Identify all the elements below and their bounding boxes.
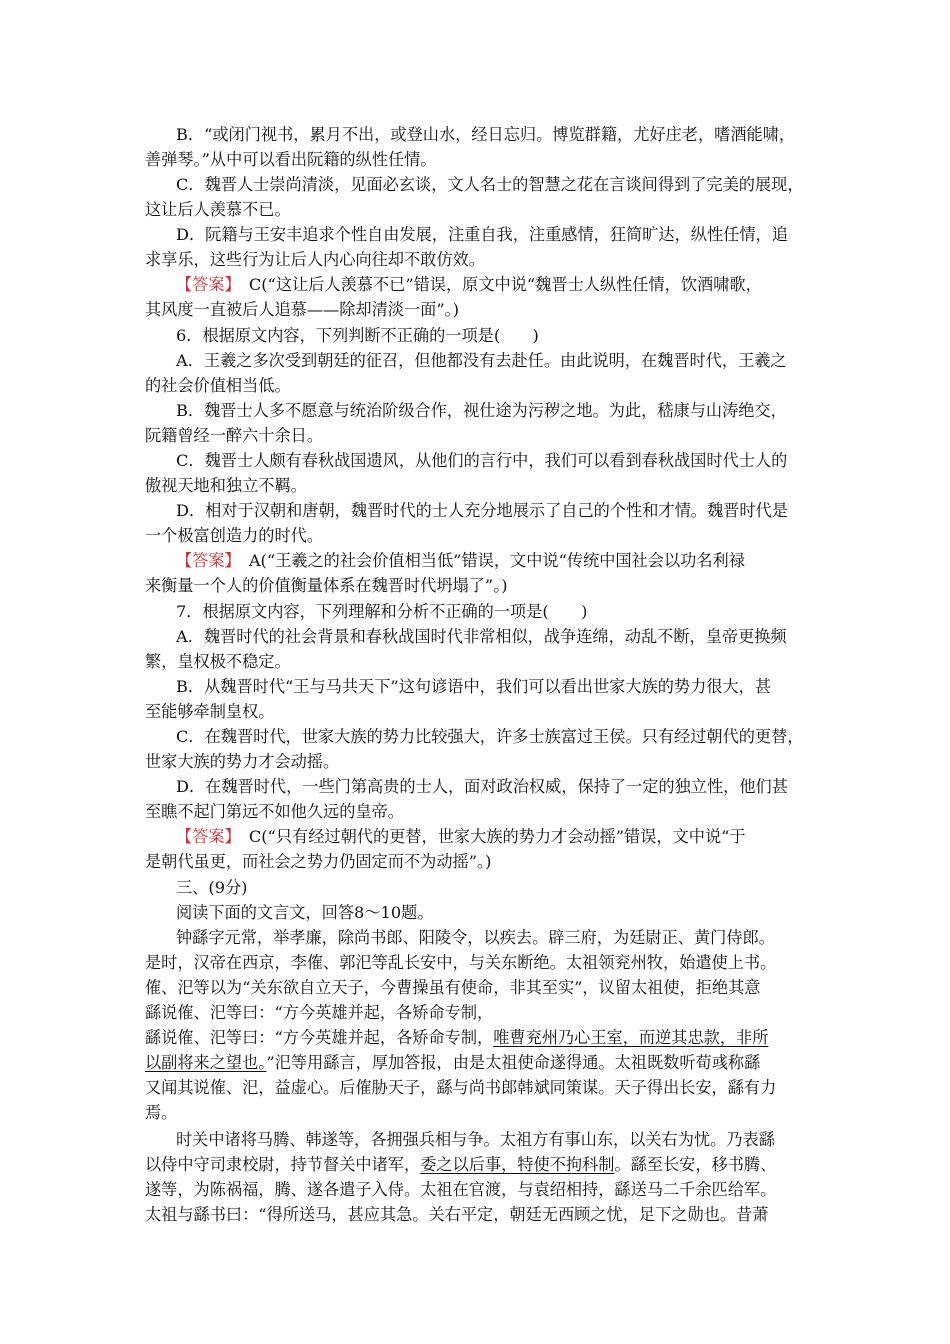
underlined-sentence: 委之以后事，特使不拘科制 xyxy=(420,1155,615,1174)
passage-line-1: 钟繇字元常，举孝廉，除尚书郎、阳陵令，以疾去。辟三府，为廷尉正、黄门侍郎。 xyxy=(176,928,775,947)
answer-tag: 【答案】 xyxy=(176,827,233,846)
question-7: 7．根据原文内容，下列理解和分析不正确的一项是( ) xyxy=(176,602,588,621)
section-heading: 三、(9分) xyxy=(176,878,248,897)
option-7a-line1: A．魏晋时代的社会背景和春秋战国时代非常相似，战争连绵，动乱不断，皇帝更换频 xyxy=(176,627,787,646)
answer-7-line2: 是朝代虽更，而社会之势力仍固定而不为动摇”。) xyxy=(145,852,492,871)
option-7b-line1: B．从魏晋时代“王与马共天下”这句谚语中，我们可以看出世家大族的势力很大，甚 xyxy=(176,677,772,696)
passage-line-3: 傕、汜等以为“关东欲自立天子，今曹操虽有使命，非其至实”，议留太祖使，拒绝其意 xyxy=(145,978,761,997)
answer-6-line2: 来衡量一个人的价值衡量体系在魏晋时代坍塌了”。) xyxy=(145,576,508,595)
answer-5-line2: 其风度一直被后人追慕——除却清淡一面”。) xyxy=(145,300,460,319)
option-6c-line1: C．魏晋士人颇有春秋战国遗风，从他们的言行中，我们可以看到春秋战国时代士人的 xyxy=(176,451,788,470)
passage-line-7: 又闻其说傕、汜，益虚心。后傕胁天子，繇与尚书郎韩斌同策谋。天子得出长安，繇有力 xyxy=(145,1078,777,1097)
passage-line-2: 是时，汉帝在西京，李傕、郭汜等乱长安中，与关东断绝。太祖领兖州牧，始遣使上书。 xyxy=(145,953,777,972)
underlined-sentence: 以副将来之望也。 xyxy=(145,1053,267,1072)
option-6b-line2: 阮籍曾经一醉六十余日。 xyxy=(145,426,324,445)
option-7c-line1: C．在魏晋时代，世家大族的势力比较强大，许多士族富过王侯。只有经过朝代的更替， xyxy=(176,727,804,746)
option-6b-line1: B．魏晋士人多不愿意与统治阶级合作，视仕途为污秽之地。为此，嵇康与山涛绝交， xyxy=(176,401,787,420)
option-7c-line2: 世家大族的势力才会动摇。 xyxy=(145,752,340,771)
option-5d-line2: 求享乐，这些行为让后人内心向往却不敢仿效。 xyxy=(145,250,485,269)
option-7b-line2: 至能够牵制皇权。 xyxy=(145,702,275,721)
passage-line-11: 遂等，为陈祸福，腾、遂各遣子入侍。太祖在官渡，与袁绍相持，繇送马二千余匹给军。 xyxy=(145,1180,777,1199)
answer-tag: 【答案】 xyxy=(176,275,233,294)
passage-line-12: 太祖与繇书曰：“得所送马，甚应其急。关右平定，朝廷无西顾之忧，足下之勋也。昔萧 xyxy=(145,1205,769,1224)
question-6: 6．根据原文内容，下列判断不正确的一项是( ) xyxy=(176,326,539,345)
option-7a-line2: 繁，皇权极不稳定。 xyxy=(145,652,291,671)
option-5b-line1: B．“或闭门视书，累月不出，或登山水，经日忘归。博览群籍，尤好庄老，嗜酒能啸， xyxy=(176,125,796,144)
option-6a-line2: 的社会价值相当低。 xyxy=(145,376,291,395)
option-5c-line2: 这让后人羡慕不已。 xyxy=(145,200,291,219)
option-6a-line1: A．王羲之多次受到朝廷的征召，但他都没有去赴任。由此说明，在魏晋时代，王羲之 xyxy=(176,351,787,370)
passage-line-5: 繇说傕、汜等曰：“方今英雄并起，各矫命专制，唯曹兖州乃心王室，而逆其忠款，非所 xyxy=(145,1028,769,1047)
passage-line-9: 时关中诸将马腾、韩遂等，各拥强兵相与争。太祖方有事山东，以关右为忧。乃表繇 xyxy=(176,1130,775,1149)
answer-5-line1: 【答案】 C(“这让后人羡慕不已”错误，原文中说“魏晋士人纵性任情，饮酒啸歌， xyxy=(176,275,762,294)
passage-line-6: 以副将来之望也。”汜等用繇言，厚加答报，由是太祖使命遂得通。太祖既数听荀彧称繇 xyxy=(145,1053,761,1072)
passage-line-4: 繇说傕、汜等曰：“方今英雄并起，各矫命专制， xyxy=(145,1003,494,1022)
option-6d-line2: 一个极富创造力的时代。 xyxy=(145,526,324,545)
passage-line-10: 以侍中守司隶校尉，持节督关中诸军，委之以后事，特使不拘科制。繇至长安，移书腾、 xyxy=(145,1155,777,1174)
option-5c-line1: C．魏晋人士崇尚清淡，见面必玄谈，文人名士的智慧之花在言谈间得到了完美的展现， xyxy=(176,175,804,194)
option-6c-line2: 傲视天地和独立不羁。 xyxy=(145,476,307,495)
answer-7-line1: 【答案】 C(“只有经过朝代的更替，世家大族的势力才会动摇”错误，文中说“于 xyxy=(176,827,746,846)
passage-line-8: 焉。 xyxy=(145,1103,178,1122)
option-7d-line1: D．在魏晋时代，一些门第高贵的士人，面对政治权威，保持了一定的独立性，他们甚 xyxy=(176,777,788,796)
answer-6-line1: 【答案】 A(“王羲之的社会价值相当低”错误，文中说“传统中国社会以功名利禄 xyxy=(176,551,745,570)
option-5d-line1: D．阮籍与王安丰追求个性自由发展，注重自我，注重感情，狂简旷达，纵性任情，追 xyxy=(176,225,788,244)
option-6d-line1: D．相对于汉朝和唐朝，魏晋时代的士人充分地展示了自己的个性和才情。魏晋时代是 xyxy=(176,501,788,520)
section-instruction: 阅读下面的文言文，回答8～10题。 xyxy=(176,903,434,922)
option-7d-line2: 至瞧不起门第远不如他久远的皇帝。 xyxy=(145,802,404,821)
underlined-sentence: 唯曹兖州乃心王室，而逆其忠款，非所 xyxy=(493,1028,769,1047)
option-5b-line2: 善弹琴。”从中可以看出阮籍的纵性任情。 xyxy=(145,150,437,169)
answer-tag: 【答案】 xyxy=(176,551,233,570)
